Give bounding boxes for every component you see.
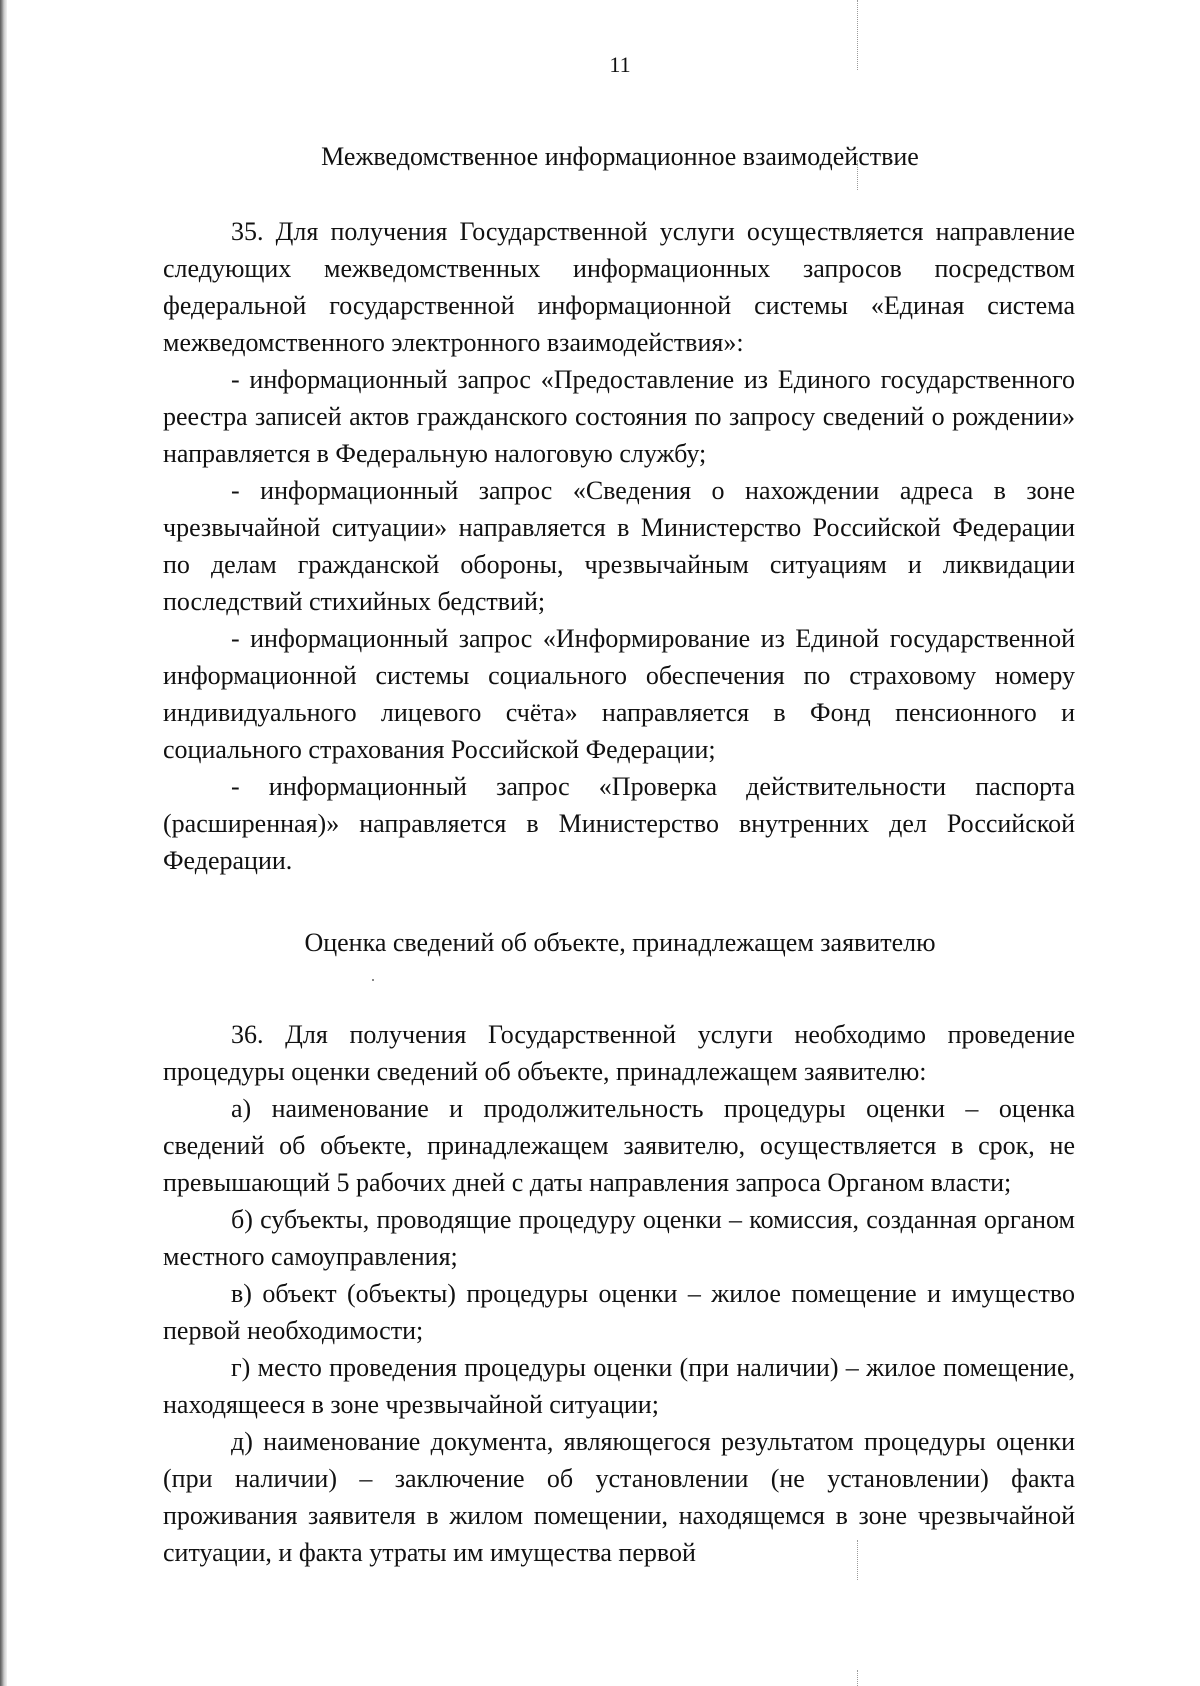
section-heading-object-assessment: Оценка сведений об объекте, принадлежащем заявителю	[304, 928, 936, 957]
list-item-request-birth: - информационный запрос «Предоставление из Единого государственного реестра записей актов гражданского состояния по запросу сведений о рождении» направляется в Федеральную налоговую службу;	[163, 365, 1075, 468]
list-item-v: в) объект (объекты) процедуры оценки – жилое помещение и имущество первой необходимости;	[163, 1279, 1075, 1345]
page-number: 11	[609, 52, 631, 77]
scan-edge-shadow	[0, 0, 7, 1686]
list-item-request-passport: - информационный запрос «Проверка действительности паспорта (расширенная)» направляется в Министерство внутренних дел Российской Федерации.	[163, 772, 1075, 875]
list-item-request-social-insurance: - информационный запрос «Информирование из Единой государственной информационной системы социального обеспечения по страховому номеру индивидуального лицевого счёта» направляется в Фонд пенсионного и социального страхования Российской Федерации;	[163, 624, 1075, 764]
list-item-d: д) наименование документа, являющегося результатом процедуры оценки (при наличии) – заключение об установлении (не установлении) факта проживания заявителя в жилом помещении, находящемся в зоне чрезвычайной ситуации, и факта утраты им имущества первой	[163, 1427, 1075, 1567]
list-item-a: а) наименование и продолжительность процедуры оценки – оценка сведений об объекте, принадлежащем заявителю, осуществляется в срок, не превышающий 5 рабочих дней с даты направления запроса Органом власти;	[163, 1094, 1075, 1197]
fold-mark-bottom	[857, 1670, 858, 1686]
section-body-interagency	[163, 213, 1075, 879]
section-heading-interagency: Межведомственное информационное взаимодействие	[321, 142, 919, 171]
paragraph-35: 35. Для получения Государственной услуги осуществляется направление следующих межведомственных информационных запросов посредством федеральной государственной информационной системы «Единая система межведомственного электронного взаимодействия»:	[163, 217, 1075, 357]
list-item-b: б) субъекты, проводящие процедуру оценки – комиссия, созданная органом местного самоуправления;	[163, 1205, 1075, 1271]
paragraph-36: 36. Для получения Государственной услуги необходимо проведение процедуры оценки сведений об объекте, принадлежащем заявителю:	[163, 1020, 1075, 1086]
list-item-request-emergency-zone: - информационный запрос «Сведения о нахождении адреса в зоне чрезвычайной ситуации» направляется в Министерство Российской Федерации по делам гражданской обороны, чрезвычайным ситуациям и ликвидации последствий стихийных бедствий;	[163, 476, 1075, 616]
scan-speck	[372, 979, 374, 981]
list-item-g: г) место проведения процедуры оценки (при наличии) – жилое помещение, находящееся в зоне чрезвычайной ситуации;	[163, 1353, 1075, 1419]
section-body-object-assessment	[163, 1016, 1075, 1571]
